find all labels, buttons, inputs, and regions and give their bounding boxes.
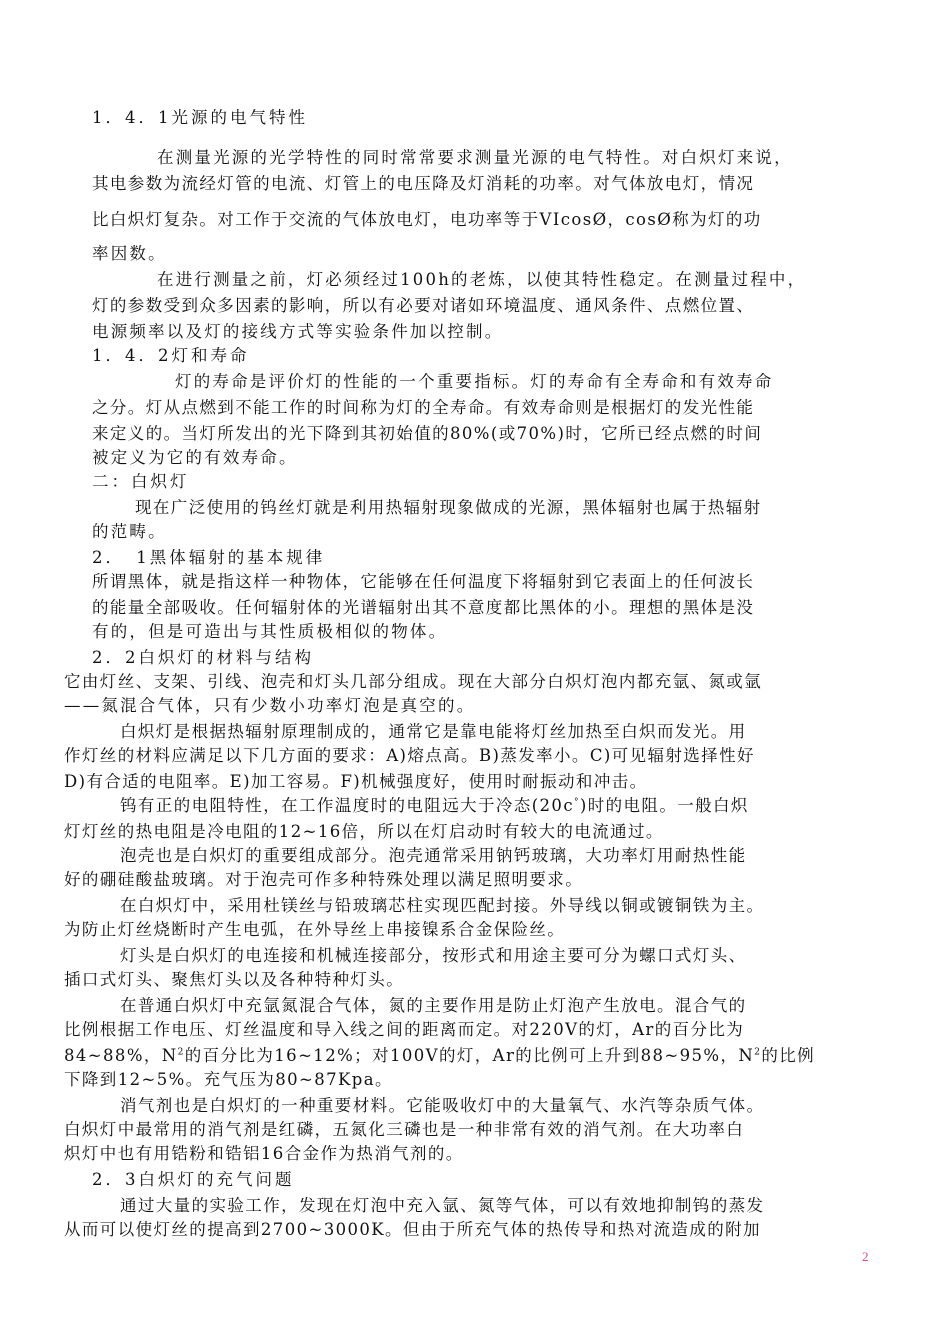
paragraph-line: D)有合适的电阻率。E)加工容易。F)机械强度好，使用时耐振动和冲击。 (64, 772, 648, 791)
paragraph-line: 灯灯丝的热电阻是冷电阻的12~16倍，所以在灯启动时有较大的电流通过。 (64, 822, 664, 841)
paragraph-line: 电源频率以及灯的接线方式等实验条件加以控制。 (92, 322, 504, 341)
paragraph-line (120, 796, 749, 816)
heading-1-4-2: 1．4．2灯和寿命 (92, 346, 250, 365)
paragraph-line: 为防止灯丝烧断时产生电弧，在外导丝上串接镍系合金保险丝。 (64, 920, 566, 939)
paragraph-line: 它由灯丝、支架、引线、泡壳和灯头几部分组成。现在大部分白炽灯泡内都充氩、氮或氩 (64, 672, 763, 691)
heading-2-2: 2．2白炽灯的材料与结构 (92, 648, 314, 667)
paragraph-line: 的能量全部吸收。任何辐射体的光谱辐射出其不意度都比黑体的小。理想的黑体是没 (92, 598, 755, 617)
paragraph-line: 白炽灯是根据热辐射原理制成的，通常它是靠电能将灯丝加热至白炽而发光。用 (120, 722, 747, 741)
paragraph-line: 来定义的。当灯所发出的光下降到其初始值的80%(或70%)时，它所已经点燃的时间 (92, 424, 763, 443)
paragraph-line: 被定义为它的有效寿命。 (92, 448, 298, 467)
degree-mark: ° (573, 797, 580, 808)
paragraph-line: 在普通白炽灯中充氩氮混合气体，氮的主要作用是防止灯泡产生放电。混合气的 (120, 996, 747, 1015)
text-run: )时的电阻。一般白炽 (579, 796, 749, 815)
paragraph-line: 之分。灯从点燃到不能工作的时间称为灯的全寿命。有效寿命则是根据灯的发光性能 (92, 398, 755, 417)
text-run: 84~88%，N (64, 1046, 178, 1065)
page-number: 2 (862, 1249, 869, 1264)
paragraph-line: 下降到12~5%。充气压为80~87Kpa。 (64, 1070, 393, 1089)
heading-1-4-1: 1．4．1光源的电气特性 (92, 108, 308, 127)
paragraph-line: 所谓黑体，就是指这样一种物体，它能够在任何温度下将辐射到它表面上的任何波长 (92, 572, 755, 591)
text-run: 的比例 (761, 1046, 816, 1065)
paragraph-line: 消气剂也是白炽灯的一种重要材料。它能吸收灯中的大量氧气、水汽等杂质气体。 (120, 1096, 765, 1115)
paragraph-line: 白炽灯中最常用的消气剂是红磷，五氮化三磷也是一种非常有效的消气剂。在大功率白 (64, 1120, 745, 1139)
paragraph-line: 灯的参数受到众多因素的影响，所以有必要对诸如环境温度、通风条件、点燃位置、 (92, 296, 755, 315)
subscript-mark: 2 (754, 1047, 762, 1058)
subscript-mark: 2 (177, 1047, 185, 1058)
paragraph-line: 泡壳也是白炽灯的重要组成部分。泡壳通常采用钠钙玻璃，大功率灯用耐热性能 (120, 846, 747, 865)
paragraph-line: 作灯丝的材料应满足以下几方面的要求：A)熔点高。B)蒸发率小。C)可见辐射选择性好 (64, 746, 755, 765)
heading-incandescent: 二：白炽灯 (92, 472, 190, 491)
paragraph-line: 灯的寿命是评价灯的性能的一个重要指标。灯的寿命有全寿命和有效寿命 (175, 372, 774, 391)
heading-2-3: 2．3白炽灯的充气问题 (92, 1170, 295, 1189)
text-run: 钨有正的电阻特性，在工作温度时的电阻远大于冷态(20c (120, 796, 574, 815)
paragraph-line: 在测量光源的光学特性的同时常常要求测量光源的电气特性。对白炽灯来说， (157, 148, 793, 167)
paragraph-line: 其电参数为流经灯管的电流、灯管上的电压降及灯消耗的功率。对气体放电灯，情况 (92, 174, 755, 193)
paragraph-line: 灯头是白炽灯的电连接和机械连接部分，按形式和用途主要可分为螺口式灯头、 (120, 946, 747, 965)
paragraph-line: 现在广泛使用的钨丝灯就是利用热辐射现象做成的光源，黑体辐射也属于热辐射 (135, 498, 762, 517)
paragraph-line: 通过大量的实验工作，发现在灯泡中充入氩、氮等气体，可以有效地抑制钨的蒸发 (120, 1196, 765, 1215)
heading-2-1: 2． 1黑体辐射的基本规律 (92, 548, 326, 567)
text-run: 的百分比为16~12%；对100V的灯，Ar的比例可上升到88~95%，N (184, 1046, 755, 1065)
paragraph-line: 插口式灯头、聚焦灯头以及各种特种灯头。 (64, 970, 405, 989)
paragraph-line: 炽灯中也有用锆粉和锆铝16合金作为热消气剂的。 (64, 1144, 464, 1163)
paragraph-line: 比例根据工作电压、灯丝温度和导入线之间的距离而定。对220V的灯，Ar的百分比为 (64, 1020, 745, 1039)
paragraph-line: ——氮混合气体，只有少数小功率灯泡是真空的。 (64, 696, 476, 715)
paragraph-line: 在进行测量之前，灯必须经过100h的老炼，以使其特性稳定。在测量过程中， (157, 270, 807, 289)
paragraph-line: 率因数。 (92, 244, 167, 263)
paragraph-line (64, 1046, 815, 1066)
paragraph-line: 好的硼硅酸盐玻璃。对于泡壳可作多种特殊处理以满足照明要求。 (64, 870, 584, 889)
paragraph-line: 比白炽灯复杂。对工作于交流的气体放电灯，电功率等于VIcosØ，cosØ称为灯的功 (92, 210, 762, 229)
paragraph-line: 从而可以使灯丝的提高到2700~3000K。但由于所充气体的热传导和热对流造成的附加 (64, 1220, 761, 1239)
paragraph-line: 在白炽灯中，采用杜镁丝与铅玻璃芯柱实现匹配封接。外导线以铜或镀铜铁为主。 (120, 896, 765, 915)
paragraph-line: 有的，但是可造出与其性质极相似的物体。 (92, 622, 448, 641)
paragraph-line: 的范畴。 (92, 522, 167, 541)
